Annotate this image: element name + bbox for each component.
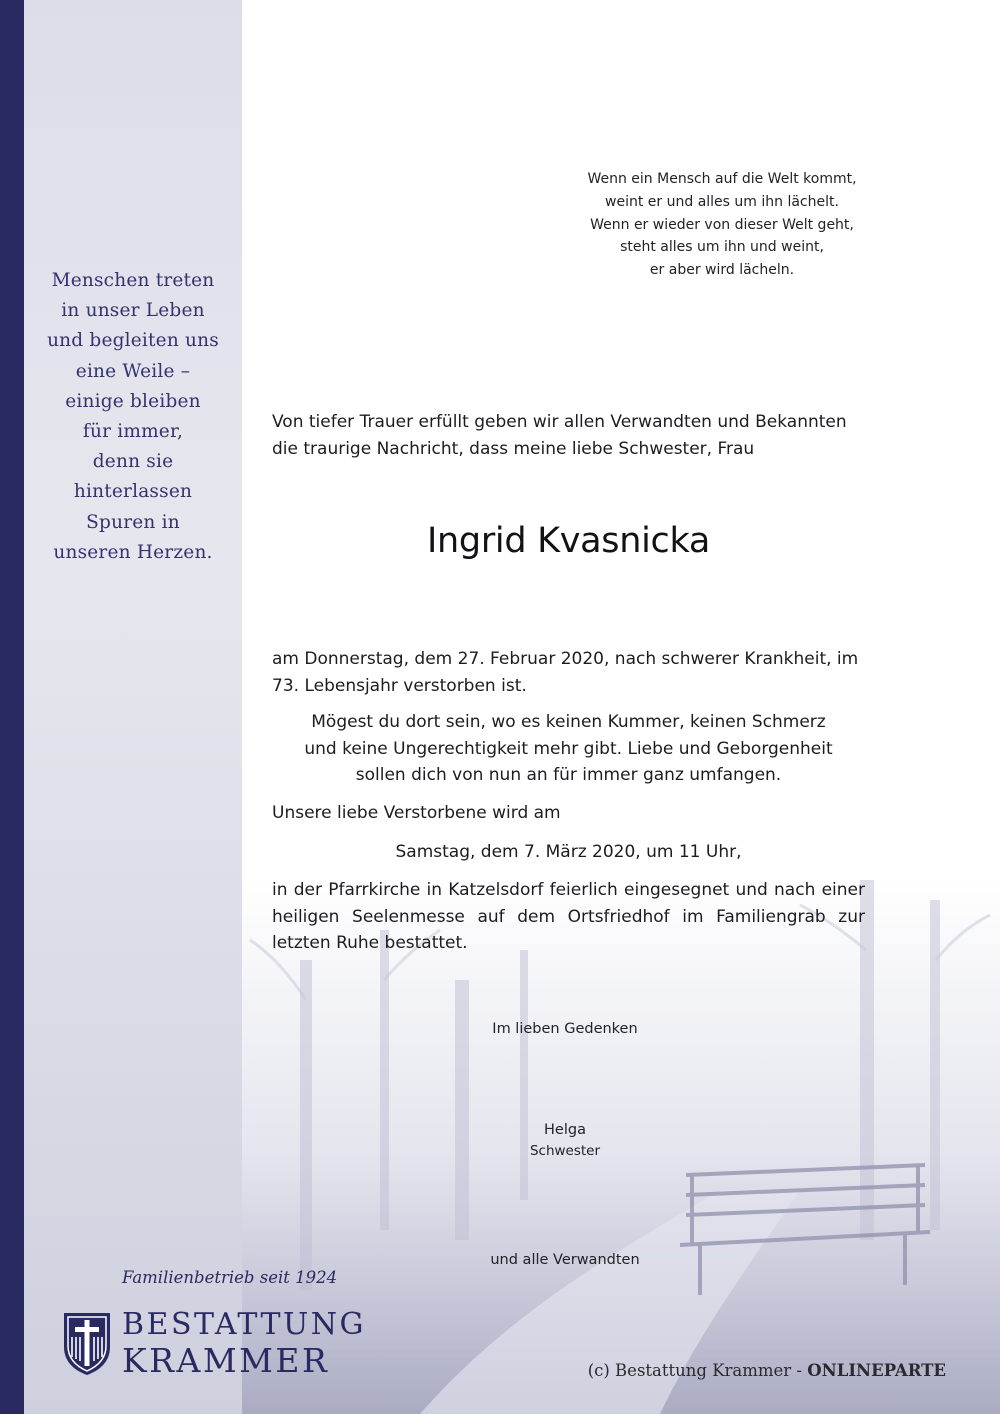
side-poem-line: für immer, (82, 421, 184, 443)
copyright-notice (588, 1361, 946, 1380)
cross-crest-icon (62, 1311, 112, 1377)
top-poem-line: weint er und alles um ihn lächelt. (605, 193, 839, 210)
side-poem-line: einige bleiben (65, 390, 201, 412)
remembrance-line: Im lieben Gedenken (492, 1021, 638, 1037)
company-tagline: Familienbetrieb seit 1924 (122, 1268, 338, 1287)
side-poem (24, 266, 242, 568)
farewell-wish-line: Mögest du dort sein, wo es keinen Kummer, keinen Schmerz (311, 712, 826, 732)
side-poem-line: und begleiten uns (47, 330, 219, 352)
left-accent-bar (0, 0, 24, 1414)
top-poem-line: Wenn er wieder von dieser Welt geht, (590, 216, 854, 233)
mourner-relation: Schwester (529, 1143, 601, 1159)
side-poem-line: eine Weile – (75, 360, 191, 382)
notice-intro: Von tiefer Trauer erfüllt geben wir allen Verwandten und Bekannten die traurige Nachricht, dass meine liebe Schwester, Frau (272, 412, 847, 459)
ceremony-date: Samstag, dem 7. März 2020, um 11 Uhr, (395, 842, 742, 862)
top-poem-line: er aber wird lächeln. (649, 262, 795, 279)
side-poem-line: Menschen treten (51, 270, 215, 291)
mourner-name: Helga (544, 1122, 586, 1138)
relatives-line: und alle Verwandten (490, 1252, 640, 1268)
farewell-wish (272, 709, 865, 789)
farewell-wish-line: und keine Ungerechtigkeit mehr gibt. Liebe und Geborgenheit (304, 738, 833, 759)
side-poem-line: in unser Leben (61, 300, 205, 322)
brand-name-line2: KRAMMER (122, 1341, 330, 1380)
death-statement: am Donnerstag, dem 27. Februar 2020, nach schwerer Krankheit, im 73. Lebensjahr verstorben ist. (272, 649, 859, 696)
farewell-wish-line: sollen dich von nun an für immer ganz umfangen. (355, 765, 782, 785)
top-poem-line: steht alles um ihn und weint, (620, 239, 824, 256)
ceremony-place: in der Pfarrkirche in Katzelsdorf feierlich eingesegnet und nach einer heiligen Seelenmesse auf dem Ortsfriedhof im Familiengrab zur letzten Ruhe bestattet. (272, 880, 865, 953)
copyright-label: ONLINEPARTE (807, 1361, 946, 1380)
copyright-prefix: (c) Bestattung Krammer - (587, 1361, 808, 1380)
brand-name-line1: BESTATTUNG (122, 1307, 366, 1342)
top-poem-line: Wenn ein Mensch auf die Welt kommt, (587, 171, 857, 187)
top-poem (556, 168, 888, 282)
deceased-name: Ingrid Kvasnicka (427, 521, 710, 561)
side-poem-line: denn sie (92, 451, 174, 473)
side-panel (24, 0, 242, 1414)
side-poem-line: hinterlassen (73, 481, 193, 503)
side-poem-line: Spuren in (86, 511, 180, 533)
side-poem-line: unseren Herzen. (53, 541, 213, 563)
ceremony-intro: Unsere liebe Verstorbene wird am (272, 803, 561, 823)
